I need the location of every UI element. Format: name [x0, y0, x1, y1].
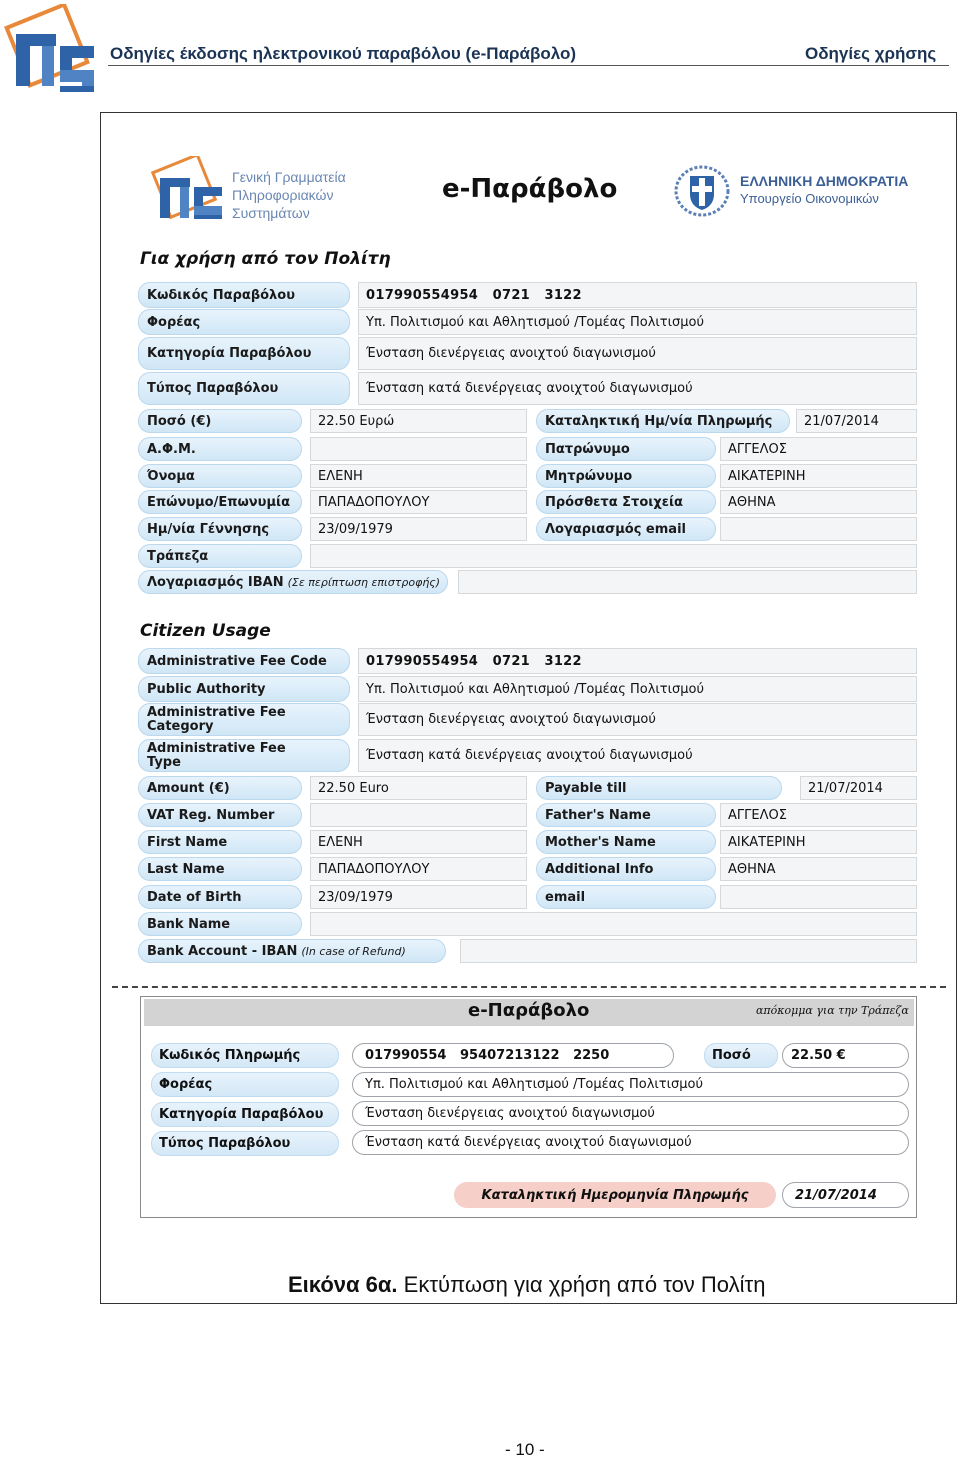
surname-value: ΠΑΠΑΔΟΠΟΥΛΟΥ	[310, 490, 527, 514]
amount-label: Ποσό (€)	[138, 409, 302, 433]
stub-code-value: 017990554 95407213122 2250	[352, 1043, 674, 1068]
father-value: ΑΓΓΕΛΟΣ	[720, 437, 917, 461]
deadline-value: 21/07/2014	[796, 409, 917, 433]
first-name-value: ΕΛΕΝΗ	[310, 830, 527, 854]
stub-authority-label: Φορέας	[151, 1072, 339, 1097]
father-value-en: ΑΓΓΕΛΟΣ	[720, 803, 917, 827]
iban-label-note: (Σε περίπτωση επιστροφής)	[287, 575, 441, 589]
bank-name-value	[310, 912, 917, 936]
stub-amount-value: 22.50 €	[782, 1043, 909, 1068]
stub-deadline-label: Καταληκτική Ημερομηνία Πληρωμής	[454, 1182, 776, 1208]
gsis-text-line: Πληροφοριακών	[232, 187, 334, 203]
mother-value-en: ΑΙΚΑΤΕΡΙΝΗ	[720, 830, 917, 854]
first-name-label: First Name	[138, 830, 302, 854]
amount-value: 22.50 Ευρώ	[310, 409, 527, 433]
bank-name-label: Bank Name	[138, 912, 302, 936]
fee-code-value: 017990554954 0721 3122	[358, 282, 917, 308]
fee-code-value-en: 017990554954 0721 3122	[358, 648, 917, 674]
gsis-logo	[2, 4, 106, 100]
gsis-form-logo-icon	[150, 156, 230, 226]
greek-section-heading: Για χρήση από τον Πολίτη	[140, 249, 391, 269]
form-title: e-Παράβολο	[442, 174, 618, 204]
dob-value-en: 23/09/1979	[310, 885, 527, 909]
vat-value	[310, 803, 527, 827]
authority-value-en: Υπ. Πολιτισμού και Αθλητισμού /Τομέας Πολιτισμού	[358, 676, 917, 702]
iban-label-en-note: (In case of Refund)	[301, 944, 406, 958]
greek-state-emblem-icon	[674, 164, 730, 218]
bank-label: Τράπεζα	[138, 544, 302, 568]
afm-label: Α.Φ.Μ.	[138, 437, 302, 461]
fee-code-label: Κωδικός Παραβόλου	[138, 282, 350, 308]
deadline-label: Καταληκτική Ημ/νία Πληρωμής	[536, 409, 790, 433]
gov-name: ΕΛΛΗΝΙΚΗ ΔΗΜΟΚΡΑΤΙΑ	[740, 173, 909, 189]
stub-type-value: Ένσταση κατά διενέργειας ανοιχτού διαγωνισμού	[352, 1130, 909, 1155]
gov-ministry: Υπουργείο Οικονομικών	[740, 191, 879, 206]
fee-code-label-en: Administrative Fee Code	[138, 648, 350, 674]
father-label: Πατρώνυμο	[536, 437, 716, 461]
father-label-en: Father's Name	[536, 803, 716, 827]
category-label: Κατηγορία Παραβόλου	[138, 337, 350, 370]
dob-value: 23/09/1979	[310, 517, 527, 541]
email-value-en	[720, 885, 917, 909]
extra-info-label: Πρόσθετα Στοιχεία	[536, 490, 716, 514]
iban-value	[458, 570, 917, 594]
email-label-en: email	[536, 885, 716, 909]
stub-code-label: Κωδικός Πληρωμής	[151, 1043, 339, 1068]
last-name-value: ΠΑΠΑΔΟΠΟΥΛΟΥ	[310, 857, 527, 881]
amount-label-en: Amount (€)	[138, 776, 302, 800]
stub-type-label: Τύπος Παραβόλου	[151, 1131, 339, 1156]
gsis-text-line: Συστημάτων	[232, 205, 310, 221]
iban-label-en	[138, 939, 446, 963]
mother-label-en: Mother's Name	[536, 830, 716, 854]
mother-value: ΑΙΚΑΤΕΡΙΝΗ	[720, 464, 917, 488]
category-label-en: Administrative Fee Category	[138, 703, 350, 736]
last-name-label: Last Name	[138, 857, 302, 881]
gsis-logo-icon	[2, 4, 106, 100]
deadline-label-en: Payable till	[536, 776, 782, 800]
iban-label	[138, 570, 448, 594]
bank-value	[310, 544, 917, 568]
iban-label-en-text: Bank Account - IBAN	[147, 943, 298, 959]
gsis-text	[232, 168, 346, 222]
dob-label-en: Date of Birth	[138, 885, 302, 909]
surname-label: Επώνυμο/Επωνυμία	[138, 490, 302, 514]
name-value: ΕΛΕΝΗ	[310, 464, 527, 488]
stub-amount-label: Ποσό	[704, 1043, 778, 1068]
extra-info-value: ΑΘΗΝΑ	[720, 490, 917, 514]
authority-label-en: Public Authority	[138, 676, 350, 702]
english-section-heading: Citizen Usage	[140, 621, 271, 641]
cut-line	[112, 986, 946, 988]
deadline-value-en: 21/07/2014	[800, 776, 917, 800]
name-label: Όνομα	[138, 464, 302, 488]
iban-label-text: Λογαριασμός IBAN	[147, 574, 284, 590]
type-label-en: Administrative Fee Type	[138, 739, 350, 772]
authority-label: Φορέας	[138, 309, 350, 335]
email-value	[720, 517, 917, 541]
figure-caption-number: Εικόνα 6α.	[288, 1272, 398, 1297]
page-number: - 10 -	[505, 1440, 545, 1459]
extra-info-value-en: ΑΘΗΝΑ	[720, 857, 917, 881]
header-section: Οδηγίες χρήσης	[805, 44, 937, 63]
category-value-en: Ένσταση διενέργειας ανοιχτού διαγωνισμού	[358, 703, 917, 736]
extra-info-label-en: Additional Info	[536, 857, 716, 881]
figure-caption	[288, 1272, 765, 1298]
stub-authority-value: Υπ. Πολιτισμού και Αθλητισμού /Τομέας Πολιτισμού	[352, 1072, 909, 1097]
header-title: Οδηγίες έκδοσης ηλεκτρονικού παραβόλου (e-Παράβολο)	[110, 44, 577, 63]
category-value: Ένσταση διενέργειας ανοιχτού διαγωνισμού	[358, 337, 917, 370]
figure-caption-text: Εκτύπωση για χρήση από τον Πολίτη	[403, 1272, 766, 1297]
dob-label: Ημ/νία Γέννησης	[138, 517, 302, 541]
email-label: Λογαριασμός email	[536, 517, 716, 541]
gsis-text-line: Γενική Γραμματεία	[232, 169, 346, 185]
authority-value: Υπ. Πολιτισμού και Αθλητισμού /Τομέας Πολιτισμού	[358, 309, 917, 335]
iban-value-en	[460, 939, 917, 963]
stub-title: e-Παράβολο	[468, 1000, 590, 1021]
gsis-form-logo	[150, 156, 230, 226]
stub-subtitle: απόκομμα για την Τράπεζα	[756, 1004, 909, 1017]
mother-label: Μητρώνυμο	[536, 464, 716, 488]
stub-category-label: Κατηγορία Παραβόλου	[151, 1102, 339, 1127]
stub-category-value: Ένσταση διενέργειας ανοιχτού διαγωνισμού	[352, 1101, 909, 1126]
stub-deadline-value: 21/07/2014	[782, 1182, 909, 1208]
type-label: Τύπος Παραβόλου	[138, 372, 350, 405]
afm-value	[310, 437, 527, 461]
header-rule	[108, 65, 949, 66]
amount-value-en: 22.50 Euro	[310, 776, 527, 800]
type-value-en: Ένσταση κατά διενέργειας ανοιχτού διαγωνισμού	[358, 739, 917, 772]
vat-label: VAT Reg. Number	[138, 803, 302, 827]
type-value: Ένσταση κατά διενέργειας ανοιχτού διαγωνισμού	[358, 372, 917, 405]
